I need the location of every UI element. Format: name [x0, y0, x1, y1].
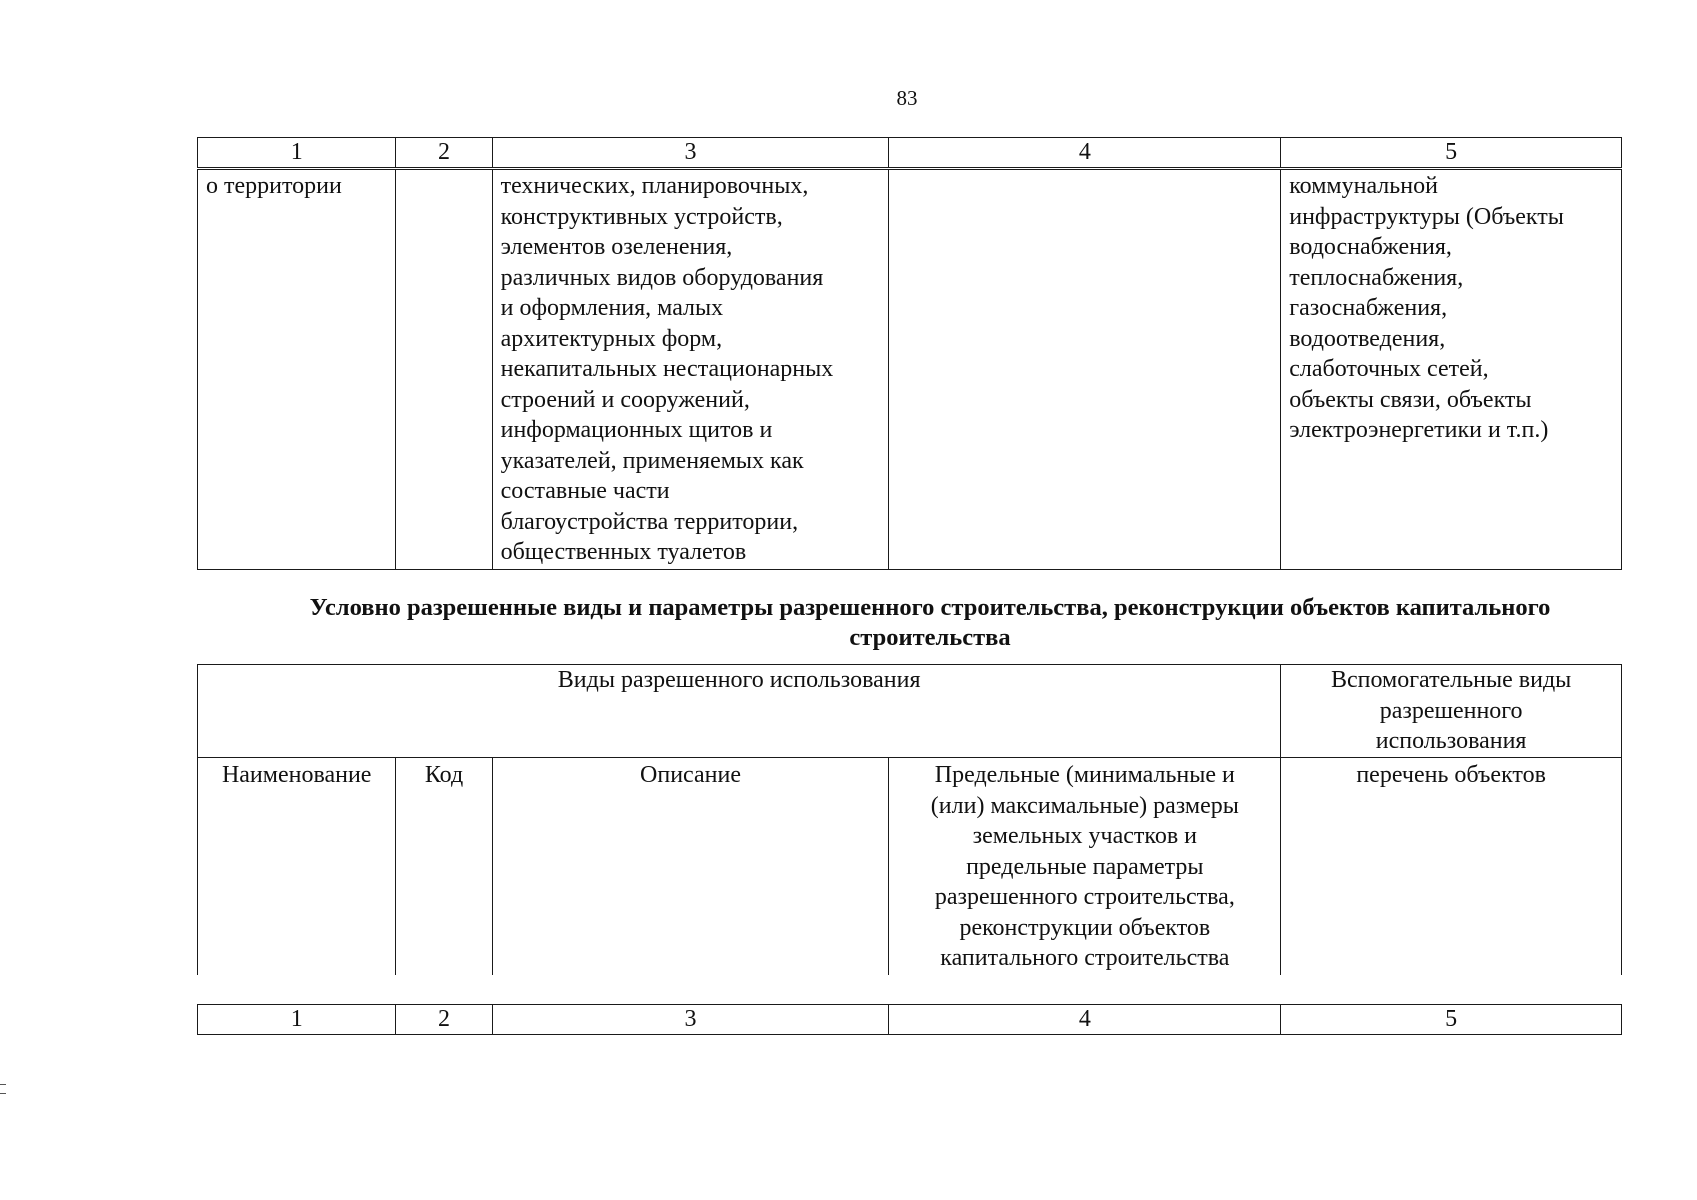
auxiliary-line: электроэнергетики и т.п.): [1289, 417, 1549, 443]
description-cell: [492, 169, 889, 570]
auxiliary-line: инфраструктуры (Объекты: [1289, 203, 1564, 230]
column-number-table: [197, 1004, 1622, 1035]
column-number: 2: [396, 1005, 492, 1035]
name-cell: о территории: [198, 169, 396, 570]
continuation-table: [197, 137, 1622, 570]
parameters-header-line: реконструкции объектов: [959, 914, 1211, 941]
auxiliary-list-header-cell: перечень объектов: [1281, 758, 1622, 976]
column-number: 3: [492, 138, 889, 169]
description-line: общественных туалетов: [500, 539, 747, 565]
description-line: указателей, применяемых как: [500, 447, 804, 474]
group-header-cell: Виды разрешенного использования: [198, 665, 1281, 758]
parameters-header-line: Предельные (минимальные и: [934, 762, 1235, 788]
column-number-row: [198, 1005, 1622, 1035]
description-line: и оформления, малых: [500, 295, 724, 321]
description-line: различных видов оборудования: [500, 264, 824, 291]
subheader-row: [198, 758, 1622, 976]
column-number: 5: [1281, 138, 1622, 169]
header-row: [198, 665, 1622, 758]
column-number-row: [198, 138, 1622, 169]
parameters-header-line: (или) максимальные) размеры: [930, 792, 1239, 819]
parameters-header-line: капитального строительства: [940, 945, 1230, 971]
column-number: 2: [396, 138, 492, 169]
description-line: технических, планировочных,: [500, 173, 809, 199]
auxiliary-header-cell: [1281, 665, 1622, 758]
description-header-cell: Описание: [492, 758, 889, 976]
auxiliary-header-line: Вспомогательные виды: [1330, 667, 1572, 693]
column-number: 1: [198, 138, 396, 169]
auxiliary-line: слаботочных сетей,: [1289, 356, 1489, 382]
auxiliary-header-line: разрешенного: [1379, 697, 1523, 724]
description-line: информационных щитов и: [500, 417, 773, 443]
column-number: 4: [889, 138, 1281, 169]
parameters-header-line: предельные параметры: [966, 853, 1204, 880]
description-line: архитектурных форм,: [500, 325, 723, 352]
description-line: строений и сооружений,: [500, 386, 750, 413]
parameters-header-line: разрешенного строительства,: [934, 884, 1235, 910]
auxiliary-header-line: использования: [1375, 728, 1527, 754]
section-heading-line: Условно разрешенные виды и параметры разрешенного строительства, реконструкции объектов капитального: [309, 594, 1551, 621]
description-line: некапитальных нестационарных: [500, 356, 834, 382]
column-number: 5: [1281, 1005, 1622, 1035]
description-line: составные части: [500, 478, 670, 504]
section-heading-line: строительства: [849, 624, 1011, 651]
auxiliary-line: теплоснабжения,: [1289, 264, 1464, 291]
auxiliary-line: объекты связи, объекты: [1289, 386, 1532, 413]
auxiliary-line: коммунальной: [1289, 173, 1438, 199]
auxiliary-line: водоснабжения,: [1289, 234, 1452, 260]
description-line: благоустройства территории,: [500, 508, 799, 535]
code-header-cell: Код: [396, 758, 492, 976]
scan-edge-mark: [0, 1084, 6, 1094]
parameters-cell: [889, 169, 1281, 570]
auxiliary-cell: [1281, 169, 1622, 570]
parameters-header-line: земельных участков и: [972, 823, 1197, 849]
section-heading: [240, 593, 1620, 653]
description-line: элементов озеленения,: [500, 234, 733, 260]
parameters-header-cell: [889, 758, 1281, 976]
description-line: конструктивных устройств,: [500, 203, 783, 230]
auxiliary-line: водоотведения,: [1289, 325, 1446, 352]
auxiliary-line: газоснабжения,: [1289, 295, 1448, 321]
name-header-cell: Наименование: [198, 758, 396, 976]
table-row: [198, 169, 1622, 570]
column-number: 4: [889, 1005, 1281, 1035]
column-number: 3: [492, 1005, 889, 1035]
code-cell: [396, 169, 492, 570]
column-number: 1: [198, 1005, 396, 1035]
permitted-uses-header-table: [197, 664, 1622, 975]
page-number: 83: [896, 86, 918, 110]
